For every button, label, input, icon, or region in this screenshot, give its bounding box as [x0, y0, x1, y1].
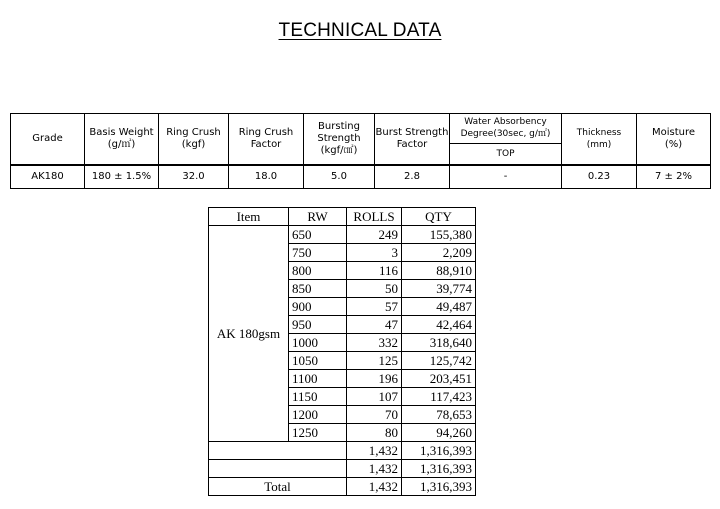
header-rw: RW	[289, 208, 347, 226]
cell-qty: 49,487	[402, 298, 476, 316]
cell-qty: 2,209	[402, 244, 476, 262]
item-label: AK 180gsm	[209, 226, 289, 442]
subtotal-rolls: 1,432	[347, 460, 402, 478]
cell-rw: 900	[289, 298, 347, 316]
cell-qty: 88,910	[402, 262, 476, 280]
cell-rw: 800	[289, 262, 347, 280]
cell-rw: 1150	[289, 388, 347, 406]
page-title-text: TECHNICAL DATA	[278, 20, 442, 41]
cell-grade: AK180	[11, 165, 85, 189]
cell-rw: 1000	[289, 334, 347, 352]
cell-qty: 94,260	[402, 424, 476, 442]
cell-ring-crush: 32.0	[159, 165, 229, 189]
cell-rolls: 332	[347, 334, 402, 352]
cell-basis-weight: 180 ± 1.5%	[85, 165, 159, 189]
header-rolls: ROLLS	[347, 208, 402, 226]
cell-rolls: 116	[347, 262, 402, 280]
page-title	[0, 20, 720, 42]
cell-rolls: 57	[347, 298, 402, 316]
technical-data-table	[10, 113, 711, 189]
total-rolls: 1,432	[347, 478, 402, 496]
cell-rw: 950	[289, 316, 347, 334]
inventory-header-row	[209, 208, 476, 226]
subtotal-rolls: 1,432	[347, 442, 402, 460]
header-bursting-strength: Bursting Strength (kgf/㎠)	[304, 114, 375, 166]
cell-qty: 39,774	[402, 280, 476, 298]
cell-qty: 42,464	[402, 316, 476, 334]
header-moisture: Moisture (%)	[637, 114, 711, 166]
header-basis-weight: Basis Weight (g/㎡)	[85, 114, 159, 166]
total-row	[209, 478, 476, 496]
header-water-absorbency: Water Absorbency Degree(30sec, g/㎡)	[450, 114, 562, 144]
cell-rolls: 70	[347, 406, 402, 424]
cell-bursting-strength: 5.0	[304, 165, 375, 189]
cell-rw: 650	[289, 226, 347, 244]
subtotal-row	[209, 460, 476, 478]
inventory-table	[208, 207, 476, 496]
cell-rolls: 125	[347, 352, 402, 370]
cell-rolls: 80	[347, 424, 402, 442]
cell-rw: 850	[289, 280, 347, 298]
subtotal-label	[209, 442, 347, 460]
cell-qty: 78,653	[402, 406, 476, 424]
subtotal-qty: 1,316,393	[402, 442, 476, 460]
cell-rw: 1200	[289, 406, 347, 424]
cell-qty: 117,423	[402, 388, 476, 406]
header-ring-crush-factor: Ring Crush Factor	[229, 114, 304, 166]
cell-qty: 155,380	[402, 226, 476, 244]
cell-rolls: 3	[347, 244, 402, 262]
inventory-row	[209, 226, 476, 244]
total-qty: 1,316,393	[402, 478, 476, 496]
cell-rolls: 107	[347, 388, 402, 406]
cell-rw: 1050	[289, 352, 347, 370]
cell-rw: 1100	[289, 370, 347, 388]
header-water-absorbency-top: TOP	[450, 143, 562, 165]
cell-moisture: 7 ± 2%	[637, 165, 711, 189]
header-burst-strength-factor: Burst Strength Factor	[375, 114, 450, 166]
cell-qty: 125,742	[402, 352, 476, 370]
cell-rw: 1250	[289, 424, 347, 442]
header-qty: QTY	[402, 208, 476, 226]
cell-qty: 203,451	[402, 370, 476, 388]
cell-thickness: 0.23	[562, 165, 637, 189]
cell-rolls: 47	[347, 316, 402, 334]
cell-rolls: 249	[347, 226, 402, 244]
cell-water-absorbency: -	[450, 165, 562, 189]
header-ring-crush: Ring Crush (kgf)	[159, 114, 229, 166]
header-thickness: Thickness (mm)	[562, 114, 637, 166]
cell-rw: 750	[289, 244, 347, 262]
subtotal-row	[209, 442, 476, 460]
technical-data-row	[11, 165, 711, 189]
cell-burst-strength-factor: 2.8	[375, 165, 450, 189]
total-label: Total	[209, 478, 347, 496]
subtotal-label	[209, 460, 347, 478]
subtotal-qty: 1,316,393	[402, 460, 476, 478]
header-grade: Grade	[11, 114, 85, 166]
cell-rolls: 196	[347, 370, 402, 388]
header-item: Item	[209, 208, 289, 226]
cell-qty: 318,640	[402, 334, 476, 352]
cell-rolls: 50	[347, 280, 402, 298]
cell-ring-crush-factor: 18.0	[229, 165, 304, 189]
